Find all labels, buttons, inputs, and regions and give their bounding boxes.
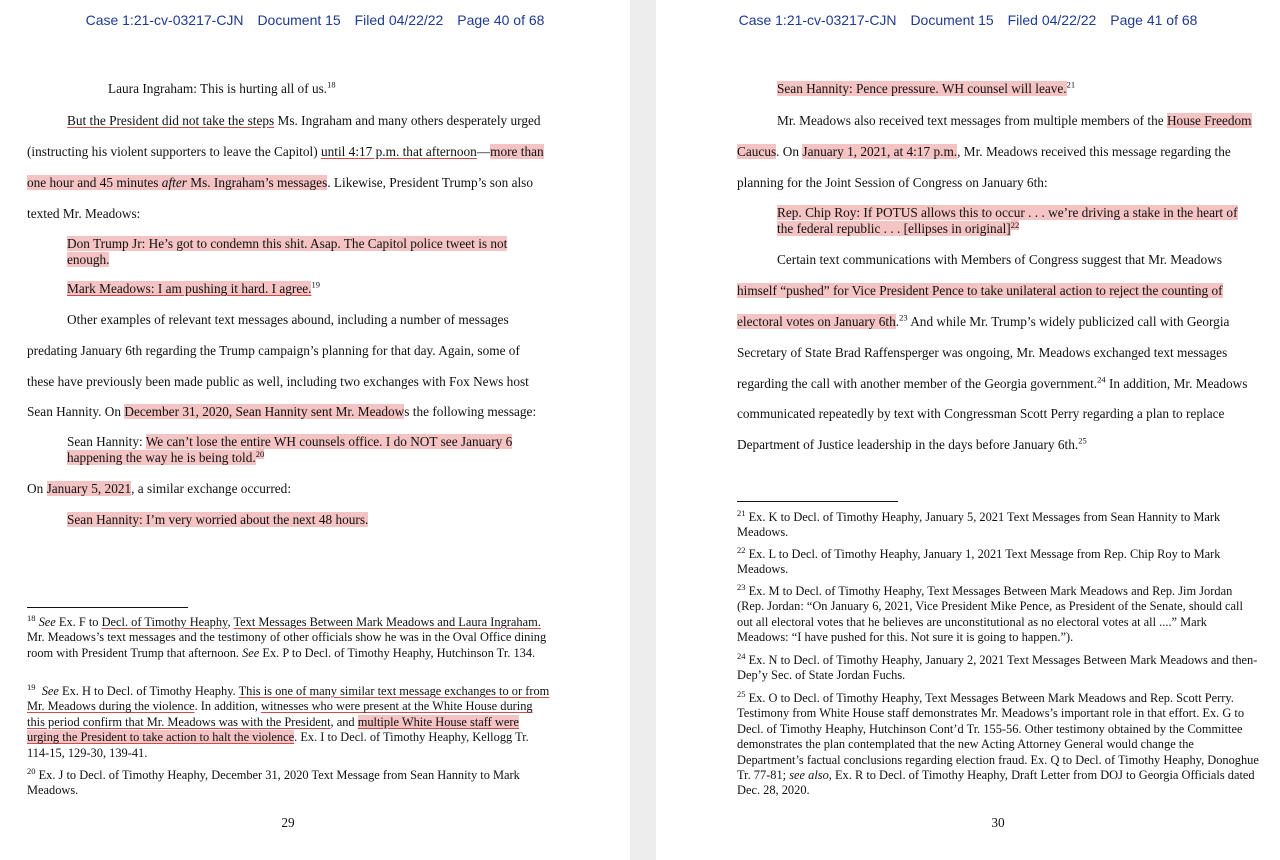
block-quote: Sean Hannity: I’m very worried about the next 48 hours. bbox=[67, 512, 369, 527]
document-number: Document 15 bbox=[910, 12, 994, 28]
filed-date: Filed 04/22/22 bbox=[1007, 12, 1097, 28]
footnote-24: $^{24}$ Ex. N to Decl. of Timothy Heaphy, January 2, 2021 Text Messages Between Mark Meadows and then-Dep’y Sec. of State Jordan Fuchs. bbox=[737, 650, 1258, 683]
block-quote: Rep. Chip Roy: If POTUS allows this to occur . . . we’re driving a stake in the heart of the federal republic . . . [ellipses in original]$^{22}$ bbox=[777, 205, 1238, 236]
body-line: On January 5, 2021, a similar exchange occurred: bbox=[27, 481, 292, 496]
quote-line: Laura Ingraham: This is hurting all of us.$^{18}$ bbox=[108, 79, 336, 96]
left-page bbox=[0, 0, 630, 860]
body-line: Mr. Meadows also received text messages from multiple members of the House Freedom bbox=[777, 113, 1252, 128]
body-line: Certain text communications with Members of Congress suggest that Mr. Meadows bbox=[777, 252, 1223, 267]
body-line: electoral votes on January 6th.$^{23}$ And while Mr. Trump’s widely publicized call with Georgia bbox=[737, 312, 1230, 329]
footnote-separator bbox=[27, 607, 188, 608]
body-line: one hour and 45 minutes after Ms. Ingraham’s messages. Likewise, President Trump’s son also bbox=[27, 175, 534, 190]
body-line: Sean Hannity. On December 31, 2020, Sean Hannity sent Mr. Meadows the following message: bbox=[27, 404, 537, 419]
footnote-25: $^{25}$ Ex. O to Decl. of Timothy Heaphy, Text Messages Between Mark Meadows and Rep. Scott Perry. Testimony from White House staff demonstrates Mr. Meadows’s important role in that effort. Ex. G to Decl. of Timothy Heaphy, Hutchinson Cont’d Tr. 155-56. Other testimony obtained by the Committee demonstrates the plan contemplated that the new Acting Attorney General would change the Department’s factual conclusions regarding election fraud. Ex. Q to Decl. of Timothy Heaphy, Donoghue Tr. 77-81; see also, Ex. R to Decl. of Timothy Heaphy, Draft Letter from DOJ to Georgia Officials dated Dec. 28, 2020. bbox=[737, 688, 1259, 798]
footnote-separator bbox=[737, 501, 898, 502]
body-line: texted Mr. Meadows: bbox=[27, 206, 141, 221]
filed-date: Filed 04/22/22 bbox=[354, 12, 444, 28]
footnote-ref: 25 bbox=[1078, 435, 1087, 446]
footnote-ref: 18 bbox=[327, 79, 336, 90]
body-line: regarding the call with another member of the Georgia government.$^{24}$ In addition, Mr. Meadows bbox=[737, 374, 1248, 391]
block-quote: Mark Meadows: I am pushing it hard. I agree.$^{19}$ bbox=[67, 279, 320, 296]
body-line: planning for the Joint Session of Congress on January 6th: bbox=[737, 175, 1048, 190]
body-line: (instructing his violent supporters to leave the Capitol) until 4:17 p.m. that afternoon—more than bbox=[27, 144, 544, 159]
block-quote: Sean Hannity: We can’t lose the entire WH counsels office. I do NOT see January 6 happening the way he is being told.$^{20}$ bbox=[67, 434, 513, 465]
body-line: these have previously been made public as well, including two exchanges with Fox News host bbox=[27, 374, 529, 389]
page-count: Page 40 of 68 bbox=[457, 12, 545, 28]
body-line: Secretary of State Brad Raffensperger was ongoing, Mr. Meadows exchanged text messages bbox=[737, 345, 1228, 360]
right-page bbox=[656, 0, 1280, 860]
body-line: Department of Justice leadership in the days before January 6th.$^{25}$ bbox=[737, 435, 1087, 452]
right-page-header bbox=[656, 12, 1280, 28]
case-number: Case 1:21-cv-03217-CJN bbox=[738, 12, 897, 28]
body-line: But the President did not take the steps Ms. Ingraham and many others desperately urged bbox=[67, 113, 541, 128]
footnote-19: $^{19}$ See Ex. H to Decl. of Timothy Heaphy. This is one of many similar text message exchanges to or from Mr. Meadows during the violence. In addition, witnesses who were present at the White House during this period confirm that Mr. Meadows was with the President, and multiple White House staff were urging the President to take action to halt the violence. Ex. I to Decl. of Timothy Heaphy, Kellogg Tr. 114-15, 129-30, 139-41. bbox=[27, 681, 550, 760]
footnote-20: $^{20}$ Ex. J to Decl. of Timothy Heaphy, December 31, 2020 Text Message from Sean Hannity to Mark Meadows. bbox=[27, 765, 520, 798]
footnote-ref: 22 bbox=[1010, 219, 1020, 230]
block-quote: Sean Hannity: Pence pressure. WH counsel will leave.$^{21}$ bbox=[777, 79, 1076, 96]
body-line: himself “pushed” for Vice President Pence to take unilateral action to reject the counting of bbox=[737, 283, 1223, 298]
footnote-18: $^{18}$ See Ex. F to Decl. of Timothy Heaphy, Text Messages Between Mark Meadows and Laura Ingraham. Mr. Meadows’s text messages and the testimony of other officials show he was in the Oval Office dining room with President Trump that afternoon. See Ex. P to Decl. of Timothy Heaphy, Hutchinson Tr. 134. bbox=[27, 612, 547, 660]
footnote-ref: 20 bbox=[255, 448, 265, 459]
footnote-ref: 21 bbox=[1066, 79, 1076, 90]
case-number: Case 1:21-cv-03217-CJN bbox=[85, 12, 244, 28]
body-line: Other examples of relevant text messages abound, including a number of messages bbox=[67, 312, 509, 327]
page-number: 30 bbox=[991, 815, 1005, 830]
footnote-ref: 24 bbox=[1097, 374, 1106, 385]
footnote-ref: 19 bbox=[311, 279, 320, 290]
page-count: Page 41 of 68 bbox=[1110, 12, 1198, 28]
body-line: predating January 6th regarding the Trump campaign’s planning for that day. Again, some of bbox=[27, 343, 520, 358]
footnote-ref: 23 bbox=[899, 312, 908, 323]
page-number: 29 bbox=[281, 815, 295, 830]
document-number: Document 15 bbox=[257, 12, 341, 28]
footnote-22: $^{22}$ Ex. L to Decl. of Timothy Heaphy, January 1, 2021 Text Message from Rep. Chip Roy to Mark Meadows. bbox=[737, 544, 1221, 577]
block-quote: Don Trump Jr: He’s got to condemn this shit. Asap. The Capitol police tweet is not enough. bbox=[67, 236, 508, 267]
footnote-23: $^{23}$ Ex. M to Decl. of Timothy Heaphy, Text Messages Between Mark Meadows and Rep. Jim Jordan (Rep. Jordan: “On January 6, 2021, Vice President Mike Pence, as President of the Senate, should call out all electoral votes that he believes are unconstitutional as no electoral votes at all ....” Mark Meadows: “I have pushed for this. Not sure it is going to happen.”). bbox=[737, 581, 1243, 645]
footnote-21: $^{21}$ Ex. K to Decl. of Timothy Heaphy, January 5, 2021 Text Messages from Sean Hannity to Mark Meadows. bbox=[737, 507, 1221, 540]
body-line: Caucus. On January 1, 2021, at 4:17 p.m., Mr. Meadows received this message regarding the bbox=[737, 144, 1231, 159]
left-page-header bbox=[0, 12, 630, 28]
body-line: communicated repeatedly by text with Congressman Scott Perry regarding a plan to replace bbox=[737, 406, 1225, 421]
